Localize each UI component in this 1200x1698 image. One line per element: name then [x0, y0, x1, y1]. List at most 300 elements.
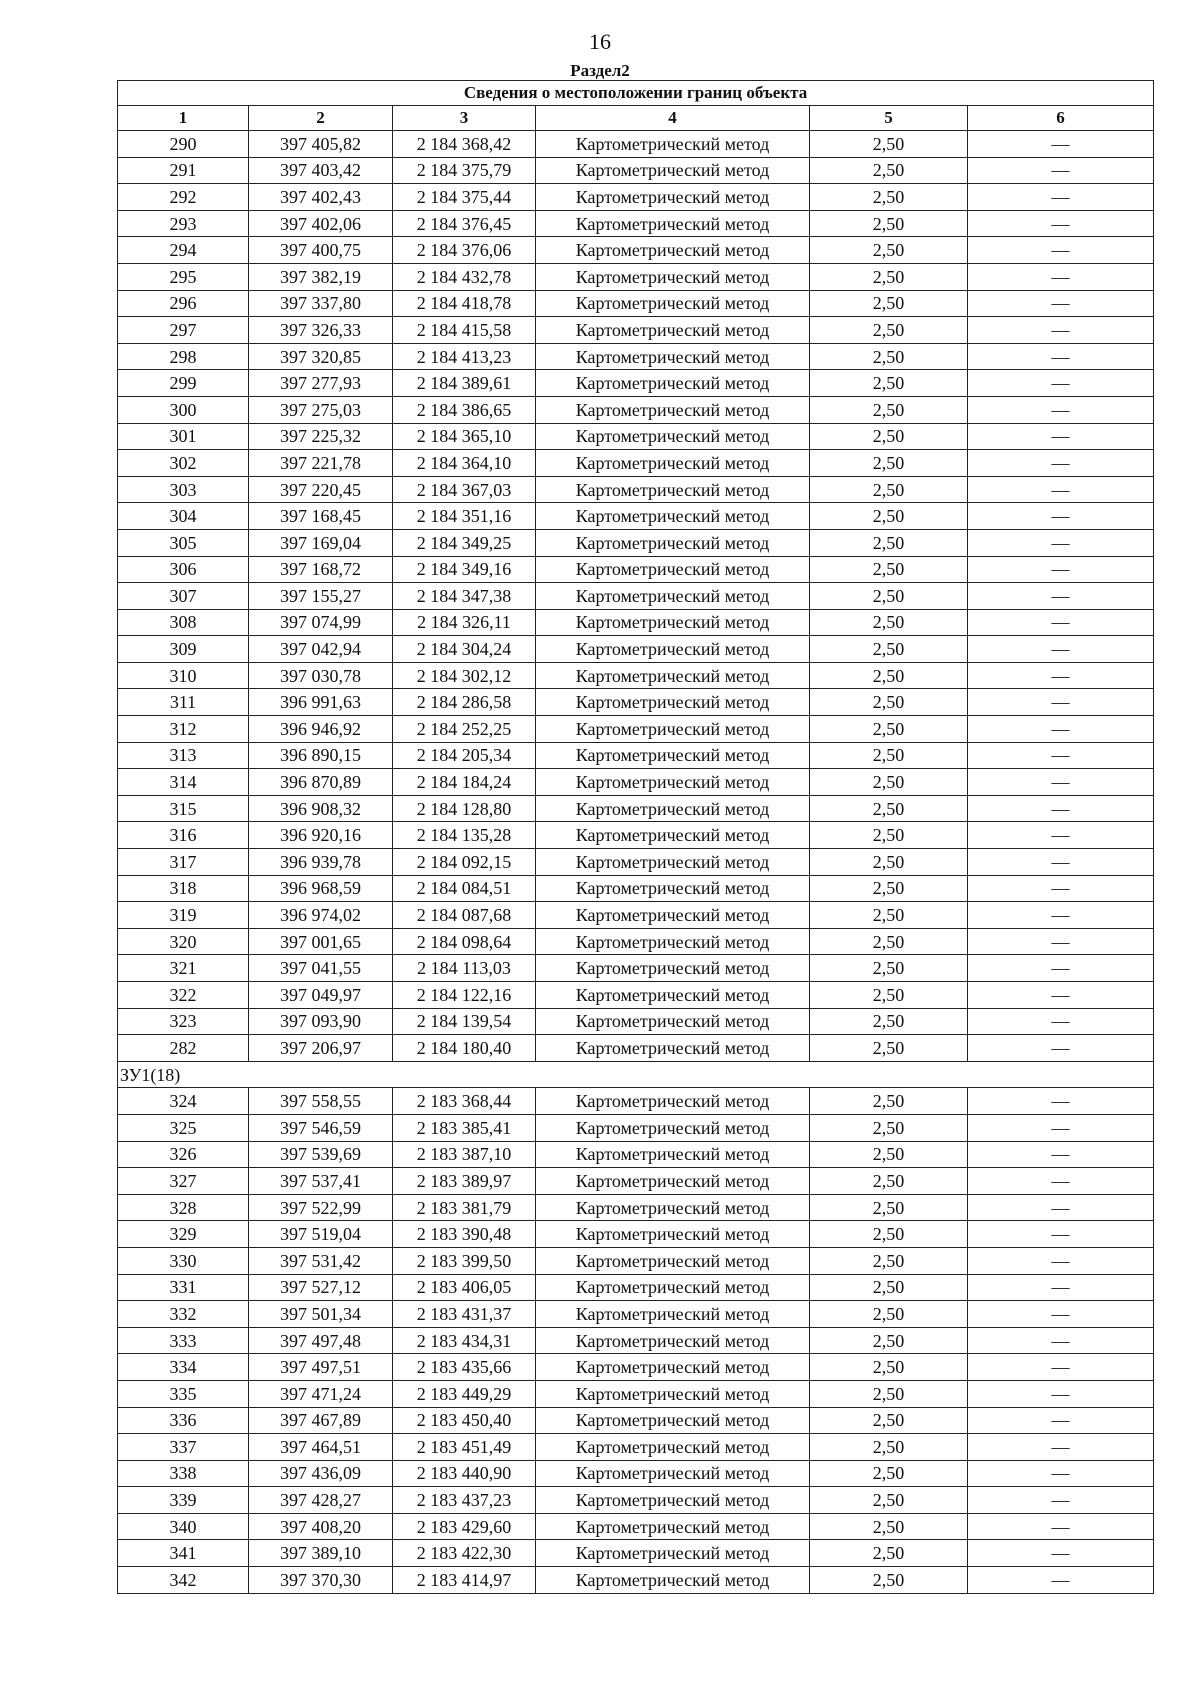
point-number-cell: 282	[118, 1035, 249, 1062]
table-row	[118, 1354, 1154, 1381]
coordinate-y-cell: 2 184 180,40	[393, 1035, 536, 1062]
table-row	[118, 902, 1154, 929]
accuracy-cell: 2,50	[810, 1247, 968, 1274]
table-row	[118, 343, 1154, 370]
coordinate-y-cell: 2 184 286,58	[393, 689, 536, 716]
accuracy-cell: 2,50	[810, 237, 968, 264]
point-number-cell: 312	[118, 716, 249, 743]
table-row	[118, 1141, 1154, 1168]
coordinate-y-cell: 2 184 376,45	[393, 210, 536, 237]
coordinate-x-cell: 396 991,63	[249, 689, 393, 716]
table-row	[118, 503, 1154, 530]
table-row	[118, 1434, 1154, 1461]
accuracy-cell: 2,50	[810, 529, 968, 556]
method-cell: Картометрический метод	[536, 662, 810, 689]
method-cell: Картометрический метод	[536, 210, 810, 237]
coordinate-y-cell: 2 183 414,97	[393, 1567, 536, 1594]
point-number-cell: 322	[118, 982, 249, 1009]
coordinate-x-cell: 397 400,75	[249, 237, 393, 264]
accuracy-cell: 2,50	[810, 1141, 968, 1168]
coordinate-x-cell: 396 946,92	[249, 716, 393, 743]
point-number-cell: 299	[118, 370, 249, 397]
table-row	[118, 662, 1154, 689]
method-cell: Картометрический метод	[536, 343, 810, 370]
accuracy-cell: 2,50	[810, 1487, 968, 1514]
coordinate-x-cell: 397 537,41	[249, 1168, 393, 1195]
table-row	[118, 1247, 1154, 1274]
method-cell: Картометрический метод	[536, 1434, 810, 1461]
coordinate-x-cell: 397 519,04	[249, 1221, 393, 1248]
point-number-cell: 320	[118, 928, 249, 955]
coordinate-y-cell: 2 184 304,24	[393, 636, 536, 663]
table-row	[118, 529, 1154, 556]
accuracy-cell: 2,50	[810, 396, 968, 423]
point-number-cell: 334	[118, 1354, 249, 1381]
table-row	[118, 157, 1154, 184]
coordinate-y-cell: 2 184 098,64	[393, 928, 536, 955]
coordinate-x-cell: 396 974,02	[249, 902, 393, 929]
point-number-cell: 341	[118, 1540, 249, 1567]
coordinate-y-cell: 2 183 389,97	[393, 1168, 536, 1195]
column-header-3: 3	[393, 106, 536, 131]
note-cell: —	[968, 716, 1154, 743]
coordinate-x-cell: 397 168,72	[249, 556, 393, 583]
accuracy-cell: 2,50	[810, 343, 968, 370]
note-cell: —	[968, 1274, 1154, 1301]
accuracy-cell: 2,50	[810, 157, 968, 184]
note-cell: —	[968, 928, 1154, 955]
point-number-cell: 296	[118, 290, 249, 317]
method-cell: Картометрический метод	[536, 529, 810, 556]
method-cell: Картометрический метод	[536, 1088, 810, 1115]
coordinate-y-cell: 2 184 413,23	[393, 343, 536, 370]
table-row	[118, 636, 1154, 663]
point-number-cell: 318	[118, 875, 249, 902]
accuracy-cell: 2,50	[810, 583, 968, 610]
point-number-cell: 307	[118, 583, 249, 610]
coordinate-x-cell: 396 908,32	[249, 795, 393, 822]
method-cell: Картометрический метод	[536, 1460, 810, 1487]
accuracy-cell: 2,50	[810, 184, 968, 211]
coordinate-y-cell: 2 183 422,30	[393, 1540, 536, 1567]
coordinate-x-cell: 397 049,97	[249, 982, 393, 1009]
accuracy-cell: 2,50	[810, 1301, 968, 1328]
coordinate-x-cell: 397 206,97	[249, 1035, 393, 1062]
table-row	[118, 583, 1154, 610]
coordinate-y-cell: 2 183 431,37	[393, 1301, 536, 1328]
table-row	[118, 1487, 1154, 1514]
note-cell: —	[968, 1194, 1154, 1221]
accuracy-cell: 2,50	[810, 1194, 968, 1221]
accuracy-cell: 2,50	[810, 742, 968, 769]
method-cell: Картометрический метод	[536, 1487, 810, 1514]
coordinate-x-cell: 397 275,03	[249, 396, 393, 423]
note-cell: —	[968, 1035, 1154, 1062]
table-row	[118, 1168, 1154, 1195]
table-row	[118, 982, 1154, 1009]
coordinate-y-cell: 2 184 113,03	[393, 955, 536, 982]
table-caption-row	[118, 81, 1154, 106]
method-cell: Картометрический метод	[536, 396, 810, 423]
point-number-cell: 297	[118, 317, 249, 344]
coordinate-y-cell: 2 183 449,29	[393, 1380, 536, 1407]
coordinate-x-cell: 397 408,20	[249, 1513, 393, 1540]
coordinate-y-cell: 2 184 368,42	[393, 131, 536, 158]
coordinate-x-cell: 397 527,12	[249, 1274, 393, 1301]
point-number-cell: 310	[118, 662, 249, 689]
method-cell: Картометрический метод	[536, 370, 810, 397]
coordinate-y-cell: 2 184 365,10	[393, 423, 536, 450]
method-cell: Картометрический метод	[536, 636, 810, 663]
column-header-1: 1	[118, 106, 249, 131]
note-cell: —	[968, 290, 1154, 317]
accuracy-cell: 2,50	[810, 689, 968, 716]
coordinate-y-cell: 2 183 437,23	[393, 1487, 536, 1514]
coordinate-x-cell: 397 093,90	[249, 1008, 393, 1035]
point-number-cell: 327	[118, 1168, 249, 1195]
accuracy-cell: 2,50	[810, 662, 968, 689]
note-cell: —	[968, 157, 1154, 184]
method-cell: Картометрический метод	[536, 1513, 810, 1540]
coordinate-y-cell: 2 183 390,48	[393, 1221, 536, 1248]
coordinate-x-cell: 397 531,42	[249, 1247, 393, 1274]
coordinate-y-cell: 2 184 349,16	[393, 556, 536, 583]
accuracy-cell: 2,50	[810, 1407, 968, 1434]
coordinate-y-cell: 2 184 184,24	[393, 769, 536, 796]
point-number-cell: 314	[118, 769, 249, 796]
accuracy-cell: 2,50	[810, 1221, 968, 1248]
point-number-cell: 313	[118, 742, 249, 769]
method-cell: Картометрический метод	[536, 769, 810, 796]
accuracy-cell: 2,50	[810, 716, 968, 743]
note-cell: —	[968, 742, 1154, 769]
table-row	[118, 1513, 1154, 1540]
method-cell: Картометрический метод	[536, 689, 810, 716]
table-row	[118, 317, 1154, 344]
note-cell: —	[968, 1434, 1154, 1461]
point-number-cell: 339	[118, 1487, 249, 1514]
coordinate-y-cell: 2 184 084,51	[393, 875, 536, 902]
method-cell: Картометрический метод	[536, 1008, 810, 1035]
method-cell: Картометрический метод	[536, 157, 810, 184]
coordinate-y-cell: 2 184 415,58	[393, 317, 536, 344]
method-cell: Картометрический метод	[536, 1327, 810, 1354]
note-cell: —	[968, 423, 1154, 450]
method-cell: Картометрический метод	[536, 1407, 810, 1434]
accuracy-cell: 2,50	[810, 450, 968, 477]
coordinate-x-cell: 397 155,27	[249, 583, 393, 610]
table-row	[118, 1380, 1154, 1407]
note-cell: —	[968, 1168, 1154, 1195]
accuracy-cell: 2,50	[810, 290, 968, 317]
table-row	[118, 423, 1154, 450]
note-cell: —	[968, 583, 1154, 610]
table-row	[118, 689, 1154, 716]
accuracy-cell: 2,50	[810, 1114, 968, 1141]
note-cell: —	[968, 1567, 1154, 1594]
table-row	[118, 290, 1154, 317]
note-cell: —	[968, 503, 1154, 530]
table-row	[118, 396, 1154, 423]
note-cell: —	[968, 902, 1154, 929]
method-cell: Картометрический метод	[536, 1540, 810, 1567]
table-row	[118, 1088, 1154, 1115]
coordinate-x-cell: 397 225,32	[249, 423, 393, 450]
method-cell: Картометрический метод	[536, 849, 810, 876]
note-cell: —	[968, 1354, 1154, 1381]
accuracy-cell: 2,50	[810, 1567, 968, 1594]
table-row	[118, 1460, 1154, 1487]
table-row	[118, 875, 1154, 902]
note-cell: —	[968, 1460, 1154, 1487]
table-body	[118, 131, 1154, 1594]
coordinate-y-cell: 2 183 399,50	[393, 1247, 536, 1274]
accuracy-cell: 2,50	[810, 556, 968, 583]
point-number-cell: 300	[118, 396, 249, 423]
coordinate-x-cell: 397 436,09	[249, 1460, 393, 1487]
coordinate-x-cell: 397 370,30	[249, 1567, 393, 1594]
coordinate-y-cell: 2 183 381,79	[393, 1194, 536, 1221]
coordinate-y-cell: 2 184 351,16	[393, 503, 536, 530]
note-cell: —	[968, 955, 1154, 982]
coordinate-y-cell: 2 183 451,49	[393, 1434, 536, 1461]
coordinate-y-cell: 2 183 368,44	[393, 1088, 536, 1115]
point-number-cell: 304	[118, 503, 249, 530]
accuracy-cell: 2,50	[810, 1168, 968, 1195]
method-cell: Картометрический метод	[536, 317, 810, 344]
coordinate-y-cell: 2 184 087,68	[393, 902, 536, 929]
point-number-cell: 309	[118, 636, 249, 663]
method-cell: Картометрический метод	[536, 609, 810, 636]
table-row	[118, 1114, 1154, 1141]
point-number-cell: 306	[118, 556, 249, 583]
coordinate-x-cell: 397 041,55	[249, 955, 393, 982]
table-row	[118, 370, 1154, 397]
coordinate-y-cell: 2 184 205,34	[393, 742, 536, 769]
method-cell: Картометрический метод	[536, 1354, 810, 1381]
accuracy-cell: 2,50	[810, 875, 968, 902]
coordinate-y-cell: 2 184 135,28	[393, 822, 536, 849]
point-number-cell: 335	[118, 1380, 249, 1407]
coordinate-y-cell: 2 184 364,10	[393, 450, 536, 477]
point-number-cell: 305	[118, 529, 249, 556]
method-cell: Картометрический метод	[536, 450, 810, 477]
method-cell: Картометрический метод	[536, 237, 810, 264]
coordinate-x-cell: 397 320,85	[249, 343, 393, 370]
coordinate-y-cell: 2 184 367,03	[393, 476, 536, 503]
coordinate-y-cell: 2 184 252,25	[393, 716, 536, 743]
point-number-cell: 323	[118, 1008, 249, 1035]
method-cell: Картометрический метод	[536, 423, 810, 450]
table-row	[118, 476, 1154, 503]
coordinate-y-cell: 2 183 450,40	[393, 1407, 536, 1434]
coordinate-x-cell: 397 382,19	[249, 263, 393, 290]
coordinate-y-cell: 2 184 418,78	[393, 290, 536, 317]
point-number-cell: 325	[118, 1114, 249, 1141]
note-cell: —	[968, 476, 1154, 503]
point-number-cell: 337	[118, 1434, 249, 1461]
coordinate-x-cell: 397 497,51	[249, 1354, 393, 1381]
accuracy-cell: 2,50	[810, 636, 968, 663]
method-cell: Картометрический метод	[536, 902, 810, 929]
coordinate-x-cell: 396 890,15	[249, 742, 393, 769]
coordinate-x-cell: 397 221,78	[249, 450, 393, 477]
coordinate-y-cell: 2 184 349,25	[393, 529, 536, 556]
point-number-cell: 298	[118, 343, 249, 370]
coordinate-y-cell: 2 184 375,79	[393, 157, 536, 184]
accuracy-cell: 2,50	[810, 210, 968, 237]
note-cell: —	[968, 662, 1154, 689]
table-row	[118, 716, 1154, 743]
note-cell: —	[968, 689, 1154, 716]
table-row	[118, 822, 1154, 849]
coordinate-x-cell: 397 168,45	[249, 503, 393, 530]
accuracy-cell: 2,50	[810, 1513, 968, 1540]
accuracy-cell: 2,50	[810, 609, 968, 636]
group-label: ЗУ1(18)	[118, 1061, 1154, 1088]
method-cell: Картометрический метод	[536, 1035, 810, 1062]
coordinate-x-cell: 396 939,78	[249, 849, 393, 876]
table-row	[118, 928, 1154, 955]
note-cell: —	[968, 1301, 1154, 1328]
point-number-cell: 291	[118, 157, 249, 184]
point-number-cell: 324	[118, 1088, 249, 1115]
coordinate-x-cell: 397 402,43	[249, 184, 393, 211]
point-number-cell: 293	[118, 210, 249, 237]
table-row	[118, 955, 1154, 982]
column-header-4: 4	[536, 106, 810, 131]
page-number: 16	[589, 29, 611, 54]
point-number-cell: 302	[118, 450, 249, 477]
accuracy-cell: 2,50	[810, 423, 968, 450]
note-cell: —	[968, 529, 1154, 556]
accuracy-cell: 2,50	[810, 503, 968, 530]
note-cell: —	[968, 184, 1154, 211]
note-cell: —	[968, 982, 1154, 1009]
point-number-cell: 336	[118, 1407, 249, 1434]
coordinate-x-cell: 397 042,94	[249, 636, 393, 663]
point-number-cell: 329	[118, 1221, 249, 1248]
coordinate-x-cell: 397 546,59	[249, 1114, 393, 1141]
note-cell: —	[968, 263, 1154, 290]
point-number-cell: 342	[118, 1567, 249, 1594]
accuracy-cell: 2,50	[810, 317, 968, 344]
note-cell: —	[968, 450, 1154, 477]
coordinate-x-cell: 397 522,99	[249, 1194, 393, 1221]
note-cell: —	[968, 609, 1154, 636]
coordinate-x-cell: 397 403,42	[249, 157, 393, 184]
column-header-6: 6	[968, 106, 1154, 131]
note-cell: —	[968, 1487, 1154, 1514]
point-number-cell: 292	[118, 184, 249, 211]
note-cell: —	[968, 849, 1154, 876]
coordinate-x-cell: 397 402,06	[249, 210, 393, 237]
method-cell: Картометрический метод	[536, 716, 810, 743]
coordinate-x-cell: 397 464,51	[249, 1434, 393, 1461]
method-cell: Картометрический метод	[536, 184, 810, 211]
coordinate-y-cell: 2 183 434,31	[393, 1327, 536, 1354]
coordinate-x-cell: 397 428,27	[249, 1487, 393, 1514]
coordinate-x-cell: 397 471,24	[249, 1380, 393, 1407]
section-title: Раздел2	[570, 61, 630, 80]
group-row	[118, 1061, 1154, 1088]
table-row	[118, 1274, 1154, 1301]
coordinate-x-cell: 397 501,34	[249, 1301, 393, 1328]
accuracy-cell: 2,50	[810, 928, 968, 955]
note-cell: —	[968, 317, 1154, 344]
note-cell: —	[968, 1141, 1154, 1168]
method-cell: Картометрический метод	[536, 1141, 810, 1168]
coordinate-x-cell: 397 220,45	[249, 476, 393, 503]
coordinate-y-cell: 2 184 122,16	[393, 982, 536, 1009]
point-number-cell: 333	[118, 1327, 249, 1354]
method-cell: Картометрический метод	[536, 1380, 810, 1407]
table-row	[118, 1221, 1154, 1248]
note-cell: —	[968, 636, 1154, 663]
coordinate-y-cell: 2 184 326,11	[393, 609, 536, 636]
method-cell: Картометрический метод	[536, 290, 810, 317]
note-cell: —	[968, 343, 1154, 370]
accuracy-cell: 2,50	[810, 1434, 968, 1461]
table-row	[118, 184, 1154, 211]
method-cell: Картометрический метод	[536, 1114, 810, 1141]
method-cell: Картометрический метод	[536, 1567, 810, 1594]
point-number-cell: 326	[118, 1141, 249, 1168]
method-cell: Картометрический метод	[536, 982, 810, 1009]
point-number-cell: 332	[118, 1301, 249, 1328]
coordinate-x-cell: 397 169,04	[249, 529, 393, 556]
method-cell: Картометрический метод	[536, 795, 810, 822]
accuracy-cell: 2,50	[810, 1540, 968, 1567]
coordinate-x-cell: 397 558,55	[249, 1088, 393, 1115]
table-caption: Сведения о местоположении границ объекта	[118, 81, 1154, 106]
coordinate-y-cell: 2 184 389,61	[393, 370, 536, 397]
accuracy-cell: 2,50	[810, 1380, 968, 1407]
table-row	[118, 1008, 1154, 1035]
accuracy-cell: 2,50	[810, 131, 968, 158]
accuracy-cell: 2,50	[810, 795, 968, 822]
table-row	[118, 742, 1154, 769]
point-number-cell: 319	[118, 902, 249, 929]
note-cell: —	[968, 556, 1154, 583]
coordinate-y-cell: 2 184 432,78	[393, 263, 536, 290]
table-row	[118, 556, 1154, 583]
coordinate-x-cell: 397 030,78	[249, 662, 393, 689]
method-cell: Картометрический метод	[536, 822, 810, 849]
point-number-cell: 295	[118, 263, 249, 290]
note-cell: —	[968, 1088, 1154, 1115]
point-number-cell: 338	[118, 1460, 249, 1487]
method-cell: Картометрический метод	[536, 1274, 810, 1301]
coordinate-x-cell: 397 277,93	[249, 370, 393, 397]
note-cell: —	[968, 769, 1154, 796]
coordinate-x-cell: 397 467,89	[249, 1407, 393, 1434]
coordinate-y-cell: 2 184 347,38	[393, 583, 536, 610]
method-cell: Картометрический метод	[536, 503, 810, 530]
coordinate-x-cell: 397 001,65	[249, 928, 393, 955]
method-cell: Картометрический метод	[536, 556, 810, 583]
method-cell: Картометрический метод	[536, 742, 810, 769]
note-cell: —	[968, 210, 1154, 237]
coordinate-y-cell: 2 183 440,90	[393, 1460, 536, 1487]
accuracy-cell: 2,50	[810, 955, 968, 982]
table-row	[118, 1301, 1154, 1328]
table-row	[118, 609, 1154, 636]
accuracy-cell: 2,50	[810, 1354, 968, 1381]
coordinate-y-cell: 2 183 435,66	[393, 1354, 536, 1381]
coordinate-x-cell: 397 326,33	[249, 317, 393, 344]
point-number-cell: 317	[118, 849, 249, 876]
